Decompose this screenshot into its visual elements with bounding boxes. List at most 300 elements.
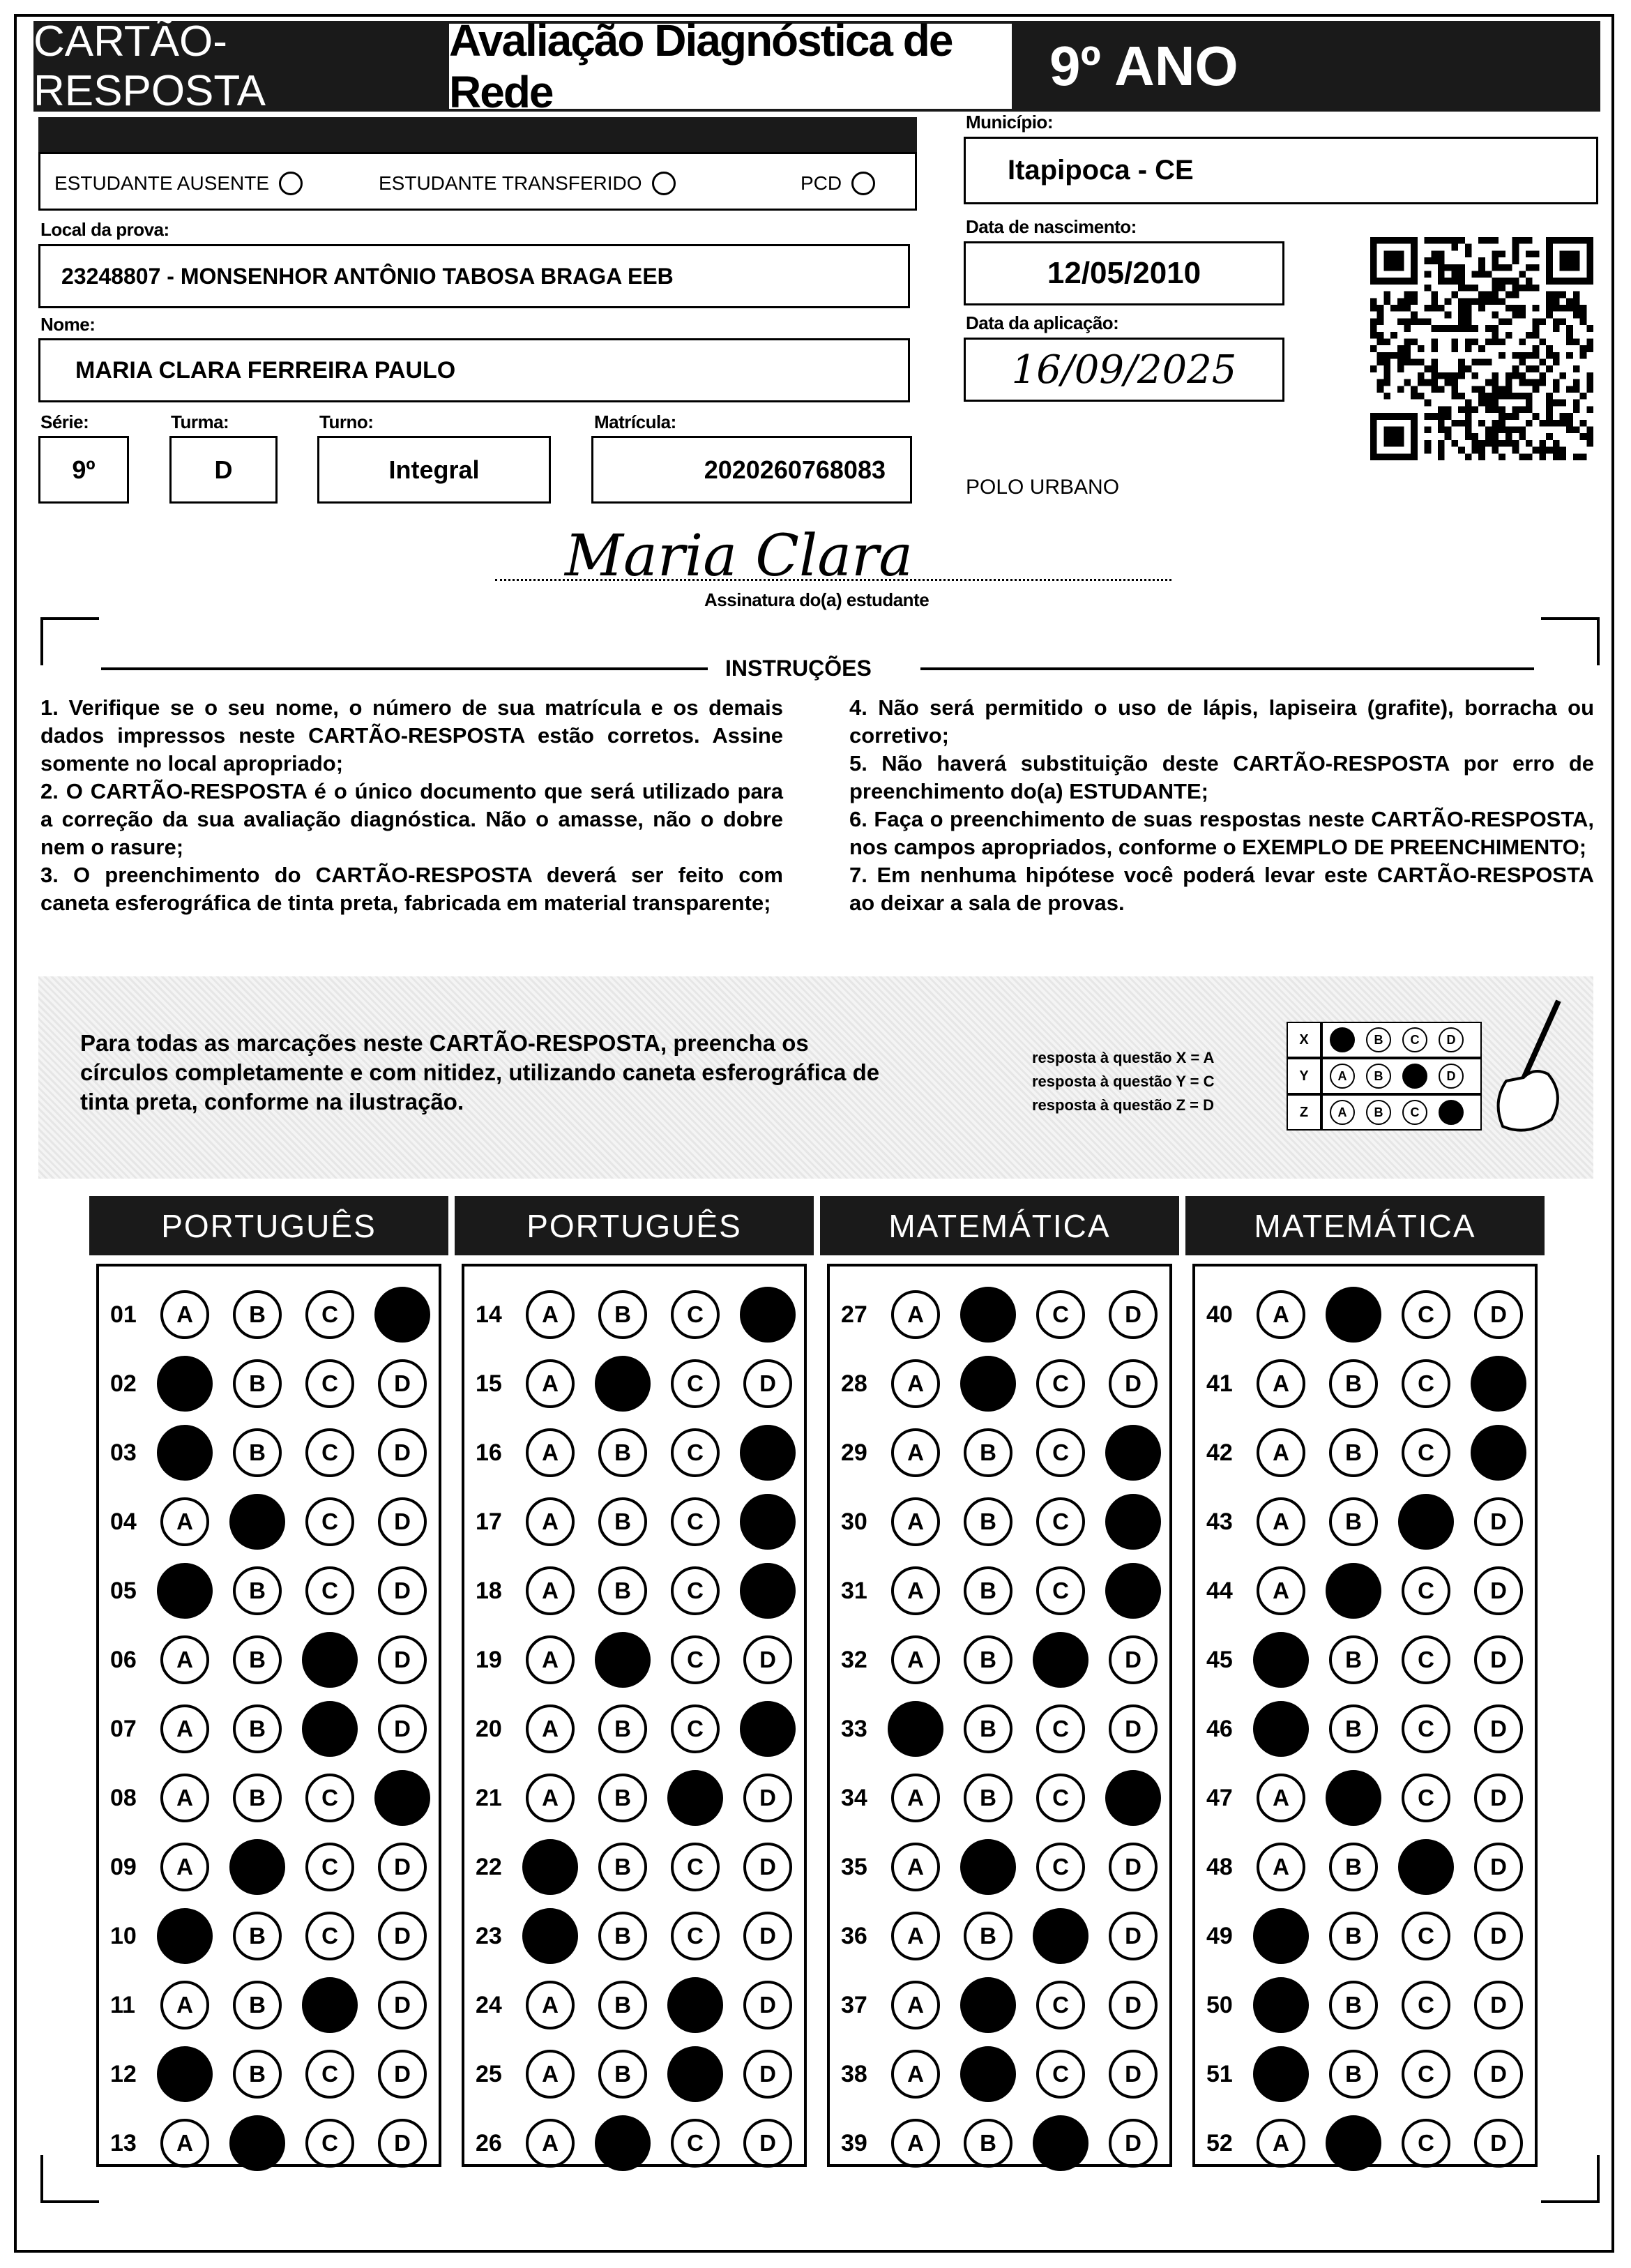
question-number: 38 bbox=[841, 2060, 867, 2087]
answer-bubble-c[interactable]: C bbox=[1036, 1981, 1085, 2029]
answer-bubble-a[interactable]: A bbox=[160, 1774, 209, 1822]
question-number: 25 bbox=[476, 2060, 502, 2087]
answer-row bbox=[841, 1356, 1181, 1412]
answer-bubble-a[interactable]: A bbox=[891, 1290, 940, 1339]
answer-bubble-a[interactable]: A bbox=[1257, 2119, 1305, 2168]
example-bubble-a: A bbox=[1330, 1100, 1355, 1125]
answer-bubble-b[interactable] bbox=[595, 1632, 651, 1688]
question-number: 42 bbox=[1206, 1439, 1233, 1466]
answer-bubble-c[interactable] bbox=[1033, 1632, 1088, 1688]
answer-bubble-c[interactable]: C bbox=[1402, 2119, 1450, 2168]
answer-row bbox=[476, 1839, 816, 1895]
answer-bubble-d[interactable]: D bbox=[1109, 1290, 1158, 1339]
answer-row bbox=[841, 1425, 1181, 1481]
answer-bubble-c[interactable]: C bbox=[671, 1912, 720, 1960]
answer-bubble-b[interactable] bbox=[960, 1356, 1016, 1412]
answer-bubble-d[interactable]: D bbox=[378, 1843, 427, 1891]
answer-bubble-b[interactable]: B bbox=[964, 1912, 1012, 1960]
answer-bubble-b[interactable]: B bbox=[964, 2119, 1012, 2168]
answer-bubble-b[interactable]: B bbox=[964, 1497, 1012, 1546]
answer-bubble-a[interactable]: A bbox=[526, 1290, 575, 1339]
application-field bbox=[964, 338, 1284, 402]
answer-bubble-b[interactable]: B bbox=[964, 1704, 1012, 1753]
answer-bubble-b[interactable]: B bbox=[233, 1428, 282, 1477]
answer-bubble-c[interactable]: C bbox=[305, 1290, 354, 1339]
answer-row bbox=[110, 1425, 450, 1481]
question-number: 27 bbox=[841, 1301, 867, 1328]
answer-bubble-d[interactable]: D bbox=[743, 1981, 792, 2029]
answer-bubble-c[interactable]: C bbox=[671, 1635, 720, 1684]
answer-bubble-d[interactable]: D bbox=[378, 1566, 427, 1615]
transferred-option[interactable] bbox=[379, 172, 676, 195]
answer-bubble-c[interactable] bbox=[302, 1701, 358, 1757]
answer-bubble-c[interactable]: C bbox=[305, 1497, 354, 1546]
answer-bubble-a[interactable]: A bbox=[526, 1428, 575, 1477]
answer-row bbox=[841, 1632, 1181, 1688]
answer-bubble-c[interactable]: C bbox=[305, 1912, 354, 1960]
answer-bubble-a[interactable]: A bbox=[1257, 1843, 1305, 1891]
answer-bubble-d[interactable]: D bbox=[1109, 1912, 1158, 1960]
name-value: MARIA CLARA FERREIRA PAULO bbox=[75, 356, 456, 384]
answer-bubble-b[interactable]: B bbox=[598, 2050, 647, 2099]
answer-row bbox=[1206, 1563, 1547, 1619]
column-header: MATEMÁTICA bbox=[1185, 1196, 1545, 1255]
answer-bubble-c[interactable]: C bbox=[671, 1566, 720, 1615]
answer-row bbox=[841, 1701, 1181, 1757]
signature-line bbox=[495, 579, 1171, 581]
answer-bubble-b[interactable] bbox=[960, 1977, 1016, 2033]
answer-bubble-a[interactable]: A bbox=[160, 2119, 209, 2168]
answer-bubble-b[interactable]: B bbox=[964, 1635, 1012, 1684]
answer-bubble-b[interactable]: B bbox=[233, 1359, 282, 1408]
answer-bubble-d[interactable]: D bbox=[1109, 1981, 1158, 2029]
answer-row bbox=[110, 1632, 450, 1688]
answer-bubble-b[interactable]: B bbox=[598, 1774, 647, 1822]
answer-bubble-d[interactable]: D bbox=[1474, 1774, 1523, 1822]
question-number: 18 bbox=[476, 1577, 502, 1604]
answer-bubble-d[interactable]: D bbox=[378, 1912, 427, 1960]
answer-bubble-c[interactable]: C bbox=[1036, 1497, 1085, 1546]
answer-bubble-a[interactable] bbox=[1253, 1908, 1309, 1964]
answer-bubble-c[interactable]: C bbox=[1402, 1912, 1450, 1960]
answer-bubble-c[interactable]: C bbox=[1036, 1359, 1085, 1408]
answer-bubble-d[interactable] bbox=[1471, 1356, 1526, 1412]
instruction-7: 7. Em nenhuma hipótese você poderá levar este CARTÃO-RESPOSTA ao deixar a sala de provas. bbox=[849, 863, 1594, 915]
answer-bubble-b[interactable] bbox=[1326, 1287, 1381, 1343]
answer-bubble-a[interactable] bbox=[1253, 1977, 1309, 2033]
qr-code-icon bbox=[1367, 237, 1597, 460]
answer-bubble-a[interactable]: A bbox=[526, 1774, 575, 1822]
question-number: 30 bbox=[841, 1508, 867, 1535]
question-number: 09 bbox=[110, 1853, 137, 1880]
question-number: 31 bbox=[841, 1577, 867, 1604]
answer-bubble-c[interactable]: C bbox=[305, 1428, 354, 1477]
birth-value: 12/05/2010 bbox=[1047, 256, 1201, 290]
answer-bubble-b[interactable]: B bbox=[964, 1428, 1012, 1477]
answer-bubble-d[interactable] bbox=[1105, 1494, 1161, 1550]
answer-bubble-b[interactable]: B bbox=[233, 1774, 282, 1822]
answer-bubble-a[interactable] bbox=[1253, 2046, 1309, 2102]
birth-field bbox=[964, 241, 1284, 305]
answer-bubble-b[interactable] bbox=[229, 2115, 285, 2171]
answer-bubble-a[interactable]: A bbox=[891, 2050, 940, 2099]
municipio-label: Município: bbox=[966, 112, 1053, 133]
answer-bubble-d[interactable]: D bbox=[378, 1981, 427, 2029]
answer-bubble-b[interactable]: B bbox=[233, 1981, 282, 2029]
answer-bubble-b[interactable]: B bbox=[1329, 1704, 1378, 1753]
answer-bubble-c[interactable]: C bbox=[1402, 1635, 1450, 1684]
answer-bubble-d[interactable]: D bbox=[743, 2050, 792, 2099]
answer-bubble-b[interactable] bbox=[960, 1839, 1016, 1895]
answer-bubble-c[interactable]: C bbox=[1402, 1290, 1450, 1339]
question-number: 12 bbox=[110, 2060, 137, 2087]
answer-bubble-b[interactable]: B bbox=[233, 1635, 282, 1684]
answer-bubble-a[interactable]: A bbox=[891, 1635, 940, 1684]
answer-bubble-c[interactable]: C bbox=[1402, 1566, 1450, 1615]
answer-bubble-c[interactable]: C bbox=[1036, 1290, 1085, 1339]
example-row-label: Z bbox=[1287, 1094, 1321, 1131]
answer-bubble-b[interactable] bbox=[1326, 2115, 1381, 2171]
answer-bubble-b[interactable]: B bbox=[233, 2050, 282, 2099]
answer-bubble-a[interactable]: A bbox=[526, 2050, 575, 2099]
answer-bubble-d[interactable]: D bbox=[743, 1774, 792, 1822]
answer-bubble-a[interactable] bbox=[1253, 1701, 1309, 1757]
answer-bubble-b[interactable]: B bbox=[598, 1704, 647, 1753]
question-number: 01 bbox=[110, 1301, 137, 1328]
answer-bubble-c[interactable] bbox=[302, 1977, 358, 2033]
answer-bubble-c[interactable]: C bbox=[1402, 1428, 1450, 1477]
answer-row bbox=[841, 2046, 1181, 2102]
answer-bubble-b[interactable]: B bbox=[1329, 1359, 1378, 1408]
answer-bubble-d[interactable]: D bbox=[1474, 2119, 1523, 2168]
answer-bubble-d[interactable]: D bbox=[1474, 1981, 1523, 2029]
location-label: Local da prova: bbox=[40, 219, 169, 240]
answer-bubble-d[interactable] bbox=[1105, 1563, 1161, 1619]
answer-bubble-a[interactable]: A bbox=[891, 1843, 940, 1891]
question-number: 41 bbox=[1206, 1370, 1233, 1397]
transferred-circle[interactable] bbox=[652, 172, 676, 195]
answer-bubble-b[interactable]: B bbox=[598, 1843, 647, 1891]
answer-row bbox=[110, 1356, 450, 1412]
answer-row bbox=[1206, 2115, 1547, 2171]
answer-row bbox=[841, 2115, 1181, 2171]
answer-bubble-b[interactable]: B bbox=[964, 1774, 1012, 1822]
instructions-right bbox=[849, 694, 1594, 917]
answer-bubble-d[interactable]: D bbox=[743, 1359, 792, 1408]
answer-bubble-a[interactable]: A bbox=[526, 1497, 575, 1546]
example-bubble-a: A bbox=[1330, 1064, 1355, 1089]
answer-bubble-c[interactable] bbox=[1398, 1839, 1454, 1895]
example-bubble-a bbox=[1330, 1027, 1355, 1052]
answer-bubble-d[interactable]: D bbox=[378, 2050, 427, 2099]
answer-row bbox=[1206, 1908, 1547, 1964]
answer-bubble-d[interactable]: D bbox=[1109, 2050, 1158, 2099]
grade-label: 9º ANO bbox=[1015, 21, 1600, 112]
location-value: 23248807 - MONSENHOR ANTÔNIO TABOSA BRAGA EEB bbox=[61, 263, 674, 289]
answer-bubble-d[interactable]: D bbox=[378, 1497, 427, 1546]
instructions-title: INSTRUÇÕES bbox=[725, 656, 872, 681]
answer-bubble-a[interactable]: A bbox=[160, 1635, 209, 1684]
absent-option[interactable] bbox=[54, 172, 303, 195]
answer-bubble-a[interactable]: A bbox=[526, 1635, 575, 1684]
answer-bubble-b[interactable]: B bbox=[233, 1290, 282, 1339]
answer-bubble-d[interactable]: D bbox=[378, 1359, 427, 1408]
answer-bubble-c[interactable]: C bbox=[305, 1843, 354, 1891]
answer-bubble-d[interactable]: D bbox=[1474, 2050, 1523, 2099]
answer-bubble-d[interactable]: D bbox=[1109, 1635, 1158, 1684]
answer-bubble-d[interactable]: D bbox=[1474, 1843, 1523, 1891]
answer-bubble-d[interactable]: D bbox=[1474, 1566, 1523, 1615]
answer-row bbox=[841, 1977, 1181, 2033]
answer-bubble-a[interactable]: A bbox=[1257, 1359, 1305, 1408]
answer-bubble-b[interactable] bbox=[595, 1356, 651, 1412]
answer-bubble-b[interactable]: B bbox=[598, 1912, 647, 1960]
answer-row bbox=[1206, 1632, 1547, 1688]
answer-bubble-c[interactable]: C bbox=[1036, 1566, 1085, 1615]
turno-value: Integral bbox=[388, 455, 480, 484]
answer-bubble-c[interactable]: C bbox=[305, 1359, 354, 1408]
answer-bubble-d[interactable] bbox=[740, 1287, 796, 1343]
answer-bubble-d[interactable]: D bbox=[743, 1635, 792, 1684]
answer-bubble-a[interactable]: A bbox=[526, 1981, 575, 2029]
example-bubble-b: B bbox=[1366, 1100, 1391, 1125]
answer-bubble-b[interactable] bbox=[1326, 1563, 1381, 1619]
answer-bubble-c[interactable]: C bbox=[671, 1704, 720, 1753]
answer-bubble-c[interactable]: C bbox=[671, 2119, 720, 2168]
answer-bubble-a[interactable] bbox=[157, 1563, 213, 1619]
matricula-label: Matrícula: bbox=[594, 411, 676, 432]
answer-bubble-a[interactable]: A bbox=[891, 1774, 940, 1822]
answer-bubble-a[interactable] bbox=[888, 1701, 943, 1757]
question-number: 40 bbox=[1206, 1301, 1233, 1328]
absent-circle[interactable] bbox=[279, 172, 303, 195]
answer-bubble-b[interactable]: B bbox=[1329, 1912, 1378, 1960]
answer-bubble-d[interactable]: D bbox=[1474, 1912, 1523, 1960]
example-bubble-d: D bbox=[1439, 1027, 1464, 1052]
answer-bubble-d[interactable] bbox=[374, 1770, 430, 1826]
answer-bubble-d[interactable]: D bbox=[743, 1843, 792, 1891]
answer-bubble-a[interactable]: A bbox=[891, 2119, 940, 2168]
question-number: 21 bbox=[476, 1784, 502, 1811]
answer-bubble-d[interactable]: D bbox=[743, 2119, 792, 2168]
answer-bubble-c[interactable]: C bbox=[1036, 1704, 1085, 1753]
answer-row bbox=[841, 1908, 1181, 1964]
answer-row bbox=[1206, 1839, 1547, 1895]
answer-row bbox=[476, 1287, 816, 1343]
answer-bubble-b[interactable]: B bbox=[1329, 2050, 1378, 2099]
answer-bubble-a[interactable] bbox=[522, 1839, 578, 1895]
turno-field bbox=[317, 436, 551, 504]
pcd-circle[interactable] bbox=[851, 172, 875, 195]
answer-bubble-a[interactable] bbox=[522, 1908, 578, 1964]
answer-bubble-d[interactable]: D bbox=[378, 1428, 427, 1477]
answer-bubble-a[interactable]: A bbox=[1257, 1566, 1305, 1615]
answer-bubble-d[interactable]: D bbox=[1474, 1497, 1523, 1546]
answer-bubble-d[interactable]: D bbox=[1474, 1704, 1523, 1753]
answer-bubble-b[interactable]: B bbox=[964, 1566, 1012, 1615]
serie-label: Série: bbox=[40, 411, 89, 432]
answer-bubble-c[interactable]: C bbox=[1036, 2050, 1085, 2099]
answer-bubble-a[interactable] bbox=[157, 1908, 213, 1964]
answer-bubble-a[interactable] bbox=[157, 1356, 213, 1412]
answer-bubble-c[interactable]: C bbox=[671, 1843, 720, 1891]
answer-bubble-a[interactable]: A bbox=[891, 1359, 940, 1408]
turma-field bbox=[169, 436, 278, 504]
name-field bbox=[38, 338, 910, 402]
answer-bubble-a[interactable]: A bbox=[160, 1290, 209, 1339]
instruction-3: 3. O preenchimento do CARTÃO-RESPOSTA deverá ser feito com caneta esferográfica de tinta preta, fabricada em material transparente; bbox=[40, 863, 783, 915]
answer-bubble-d[interactable] bbox=[1471, 1425, 1526, 1481]
answer-bubble-b[interactable] bbox=[960, 2046, 1016, 2102]
answer-bubble-a[interactable]: A bbox=[526, 2119, 575, 2168]
municipio-value: Itapipoca - CE bbox=[1008, 155, 1194, 186]
answer-bubble-b[interactable]: B bbox=[598, 1290, 647, 1339]
answer-row bbox=[110, 1563, 450, 1619]
answer-bubble-d[interactable]: D bbox=[1109, 2119, 1158, 2168]
question-number: 36 bbox=[841, 1922, 867, 1949]
answer-bubble-b[interactable] bbox=[595, 2115, 651, 2171]
birth-label: Data de nascimento: bbox=[966, 216, 1137, 237]
answer-bubble-c[interactable]: C bbox=[1402, 1704, 1450, 1753]
answer-bubble-d[interactable]: D bbox=[378, 1635, 427, 1684]
answer-bubble-b[interactable]: B bbox=[1329, 1428, 1378, 1477]
answer-bubble-b[interactable] bbox=[960, 1287, 1016, 1343]
answer-bubble-c[interactable]: C bbox=[671, 1428, 720, 1477]
answer-bubble-a[interactable]: A bbox=[891, 1981, 940, 2029]
answer-bubble-c[interactable]: C bbox=[1036, 1843, 1085, 1891]
answer-bubble-c[interactable]: C bbox=[305, 2119, 354, 2168]
answer-bubble-b[interactable]: B bbox=[233, 1566, 282, 1615]
answer-row bbox=[476, 2115, 816, 2171]
answer-bubble-b[interactable]: B bbox=[598, 1497, 647, 1546]
answer-bubble-b[interactable]: B bbox=[1329, 1497, 1378, 1546]
answer-bubble-a[interactable]: A bbox=[160, 1497, 209, 1546]
answer-bubble-c[interactable]: C bbox=[1402, 1774, 1450, 1822]
answer-bubble-c[interactable]: C bbox=[305, 1566, 354, 1615]
pcd-option[interactable] bbox=[801, 172, 875, 195]
answer-bubble-d[interactable] bbox=[374, 1287, 430, 1343]
answer-bubble-d[interactable] bbox=[740, 1425, 796, 1481]
question-number: 33 bbox=[841, 1715, 867, 1742]
answer-bubble-d[interactable]: D bbox=[743, 1912, 792, 1960]
answer-bubble-c[interactable]: C bbox=[1402, 2050, 1450, 2099]
answer-bubble-d[interactable] bbox=[740, 1563, 796, 1619]
answer-bubble-c[interactable]: C bbox=[305, 1774, 354, 1822]
answer-bubble-b[interactable]: B bbox=[233, 1704, 282, 1753]
answer-bubble-c[interactable]: C bbox=[1402, 1981, 1450, 2029]
answer-bubble-b[interactable] bbox=[1326, 1770, 1381, 1826]
answer-bubble-a[interactable]: A bbox=[1257, 1428, 1305, 1477]
location-field bbox=[38, 244, 910, 308]
answer-bubble-a[interactable]: A bbox=[1257, 1497, 1305, 1546]
name-label: Nome: bbox=[40, 314, 96, 335]
question-number: 43 bbox=[1206, 1508, 1233, 1535]
answer-bubble-d[interactable] bbox=[740, 1701, 796, 1757]
answer-bubble-a[interactable]: A bbox=[526, 1704, 575, 1753]
answer-bubble-b[interactable]: B bbox=[1329, 1843, 1378, 1891]
answer-bubble-d[interactable]: D bbox=[1109, 1704, 1158, 1753]
answer-bubble-b[interactable]: B bbox=[598, 1428, 647, 1477]
answer-bubble-b[interactable]: B bbox=[598, 1981, 647, 2029]
answer-bubble-d[interactable]: D bbox=[378, 2119, 427, 2168]
example-bubble-b: B bbox=[1366, 1064, 1391, 1089]
answer-bubble-a[interactable]: A bbox=[160, 1704, 209, 1753]
answer-bubble-a[interactable]: A bbox=[526, 1566, 575, 1615]
column-header: MATEMÁTICA bbox=[820, 1196, 1179, 1255]
question-number: 23 bbox=[476, 1922, 502, 1949]
answer-bubble-c[interactable]: C bbox=[1036, 1774, 1085, 1822]
question-number: 20 bbox=[476, 1715, 502, 1742]
answer-bubble-d[interactable]: D bbox=[1474, 1290, 1523, 1339]
question-number: 03 bbox=[110, 1439, 137, 1466]
answer-bubble-b[interactable] bbox=[229, 1839, 285, 1895]
municipio-field bbox=[964, 137, 1598, 204]
answer-row bbox=[476, 1494, 816, 1550]
answer-bubble-a[interactable]: A bbox=[1257, 1290, 1305, 1339]
answer-row bbox=[1206, 1770, 1547, 1826]
answer-bubble-c[interactable]: C bbox=[671, 1290, 720, 1339]
answer-bubble-d[interactable]: D bbox=[378, 1704, 427, 1753]
answer-bubble-d[interactable]: D bbox=[1109, 1843, 1158, 1891]
answer-bubble-b[interactable] bbox=[229, 1494, 285, 1550]
answer-bubble-b[interactable]: B bbox=[233, 1912, 282, 1960]
instruction-6: 6. Faça o preenchimento de suas respostas neste CARTÃO-RESPOSTA, nos campos apropriados, conforme o EXEMPLO DE PREENCHIMENTO; bbox=[849, 807, 1594, 859]
answer-bubble-c[interactable] bbox=[667, 2046, 723, 2102]
answer-bubble-a[interactable]: A bbox=[1257, 1774, 1305, 1822]
answer-bubble-c[interactable]: C bbox=[305, 2050, 354, 2099]
serie-field bbox=[38, 436, 129, 504]
answer-bubble-b[interactable]: B bbox=[1329, 1635, 1378, 1684]
answer-bubble-c[interactable]: C bbox=[1036, 1428, 1085, 1477]
polo-label: POLO URBANO bbox=[966, 476, 1120, 499]
answer-row bbox=[1206, 1494, 1547, 1550]
question-number: 06 bbox=[110, 1646, 137, 1673]
answer-bubble-c[interactable] bbox=[1398, 1494, 1454, 1550]
answer-bubble-c[interactable] bbox=[1033, 1908, 1088, 1964]
answer-bubble-c[interactable]: C bbox=[1402, 1359, 1450, 1408]
turma-value: D bbox=[214, 455, 233, 484]
answer-bubble-a[interactable]: A bbox=[160, 1843, 209, 1891]
answer-bubble-a[interactable]: A bbox=[526, 1359, 575, 1408]
answer-bubble-a[interactable]: A bbox=[160, 1981, 209, 2029]
answer-bubble-b[interactable]: B bbox=[598, 1566, 647, 1615]
answer-bubble-d[interactable] bbox=[1105, 1770, 1161, 1826]
answer-bubble-a[interactable] bbox=[1253, 1632, 1309, 1688]
answer-bubble-a[interactable]: A bbox=[891, 1566, 940, 1615]
answer-bubble-d[interactable]: D bbox=[1109, 1359, 1158, 1408]
question-number: 52 bbox=[1206, 2129, 1233, 2156]
example-key-z: resposta à questão Z = D bbox=[1032, 1096, 1215, 1114]
answer-bubble-c[interactable] bbox=[667, 1770, 723, 1826]
answer-bubble-a[interactable]: A bbox=[891, 1428, 940, 1477]
instr-rule-right bbox=[920, 667, 1534, 670]
answer-bubble-c[interactable] bbox=[302, 1632, 358, 1688]
answer-bubble-d[interactable]: D bbox=[1474, 1635, 1523, 1684]
answer-bubble-c[interactable] bbox=[667, 1977, 723, 2033]
pcd-label: PCD bbox=[801, 172, 842, 194]
answer-bubble-a[interactable]: A bbox=[891, 1912, 940, 1960]
answer-bubble-a[interactable] bbox=[157, 2046, 213, 2102]
answer-bubble-c[interactable]: C bbox=[671, 1359, 720, 1408]
answer-bubble-d[interactable] bbox=[1105, 1425, 1161, 1481]
answer-bubble-b[interactable]: B bbox=[1329, 1981, 1378, 2029]
answer-bubble-a[interactable]: A bbox=[891, 1497, 940, 1546]
answer-bubble-d[interactable] bbox=[740, 1494, 796, 1550]
answer-bubble-a[interactable] bbox=[157, 1425, 213, 1481]
answer-bubble-c[interactable] bbox=[1033, 2115, 1088, 2171]
matricula-value: 2020260768083 bbox=[704, 455, 886, 484]
answer-bubble-c[interactable]: C bbox=[671, 1497, 720, 1546]
